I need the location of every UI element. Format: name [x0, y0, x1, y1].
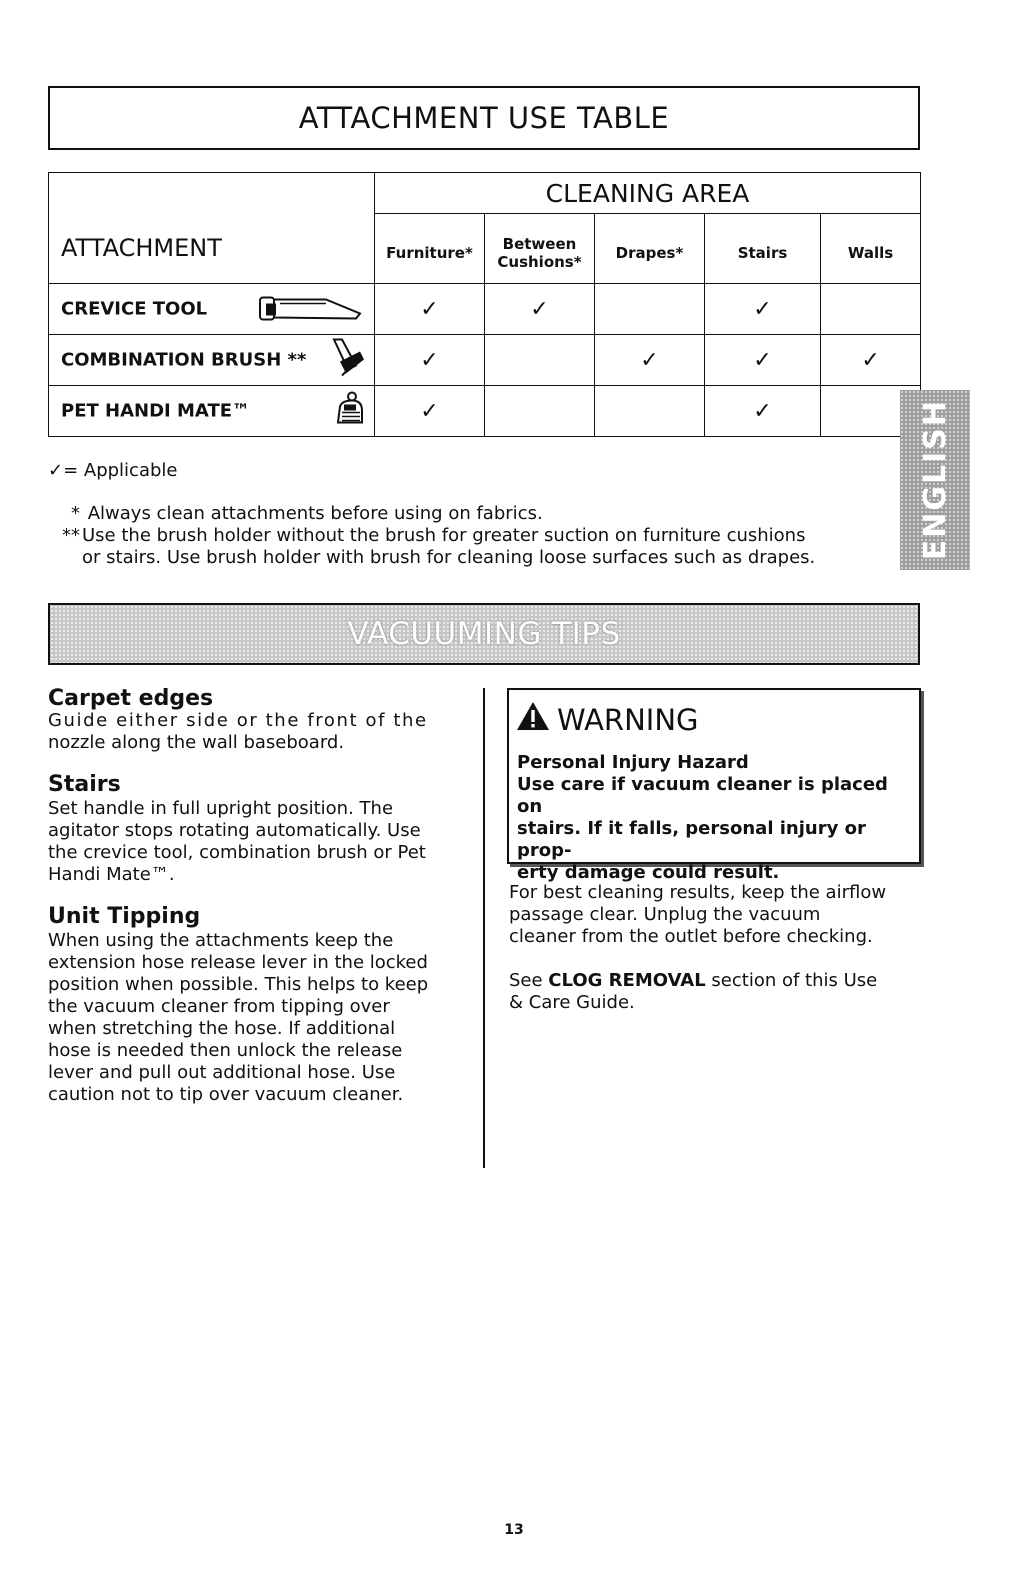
note-single-asterisk: * Always clean attachments before using on fabrics. — [71, 503, 543, 524]
row-label-combination-brush: COMBINATION BRUSH ** — [61, 349, 307, 371]
stairs-heading: Stairs — [48, 772, 121, 797]
clog-removal-paragraph: See CLOG REMOVAL section of this Use & Care Guide. — [509, 970, 878, 1013]
vacuuming-tips-title: VACUUMING TIPS — [347, 616, 621, 652]
empty-cell — [595, 284, 705, 335]
unit-tipping-text: When using the attachments keep the extension hose release lever in the locked position when possible. This helps to keep the vacuum cleaner from tipping over when stretching the hose. If additional hose is needed then unlock the release lever and pull out additional hose. Use caution not to tip over vacuum cleaner. — [48, 930, 429, 1105]
warning-triangle-icon — [515, 700, 551, 739]
pet-handi-mate-icon — [332, 391, 366, 432]
warning-title-row — [515, 700, 699, 739]
stairs-text: Set handle in full upright position. The agitator stops rotating automatically. Use the crevice tool, combination brush or Pet Handi Mate™. — [48, 798, 426, 885]
empty-cell — [485, 386, 595, 437]
column-divider — [483, 688, 485, 1168]
carpet-edges-text: Guide either side or the front of the nozzle along the wall baseboard. — [48, 710, 428, 753]
check-pet-stairs: ✓ — [705, 386, 821, 437]
warning-text: Use care if vacuum cleaner is placed on stairs. If it falls, personal injury or prop- erty damage could result. — [517, 774, 888, 883]
column-header-furniture: Furniture* — [375, 214, 485, 284]
vacuuming-tips-banner — [48, 603, 920, 665]
warning-title: WARNING — [557, 702, 699, 737]
carpet-edges-heading: Carpet edges — [48, 686, 214, 711]
check-brush-stairs: ✓ — [705, 335, 821, 386]
airflow-paragraph: For best cleaning results, keep the airflow passage clear. Unplug the vacuum cleaner from the outlet before checking. — [509, 882, 887, 947]
column-header-between-cushions: Between Cushions* — [485, 214, 595, 284]
column-header-walls: Walls — [821, 214, 921, 284]
attachment-use-table — [48, 172, 921, 437]
column-header-drapes: Drapes* — [595, 214, 705, 284]
warning-box — [507, 688, 921, 883]
warning-subtitle: Personal Injury Hazard — [517, 752, 749, 773]
language-label: ENGLISH — [917, 399, 953, 561]
attachment-table-title: ATTACHMENT USE TABLE — [298, 101, 670, 135]
empty-cell — [485, 335, 595, 386]
cleaning-area-header: CLEANING AREA — [375, 173, 921, 214]
row-label-pet-handi-mate: PET HANDI MATE™ — [61, 400, 251, 422]
check-pet-furniture: ✓ — [375, 386, 485, 437]
table-row-combination-brush — [49, 335, 921, 386]
row-label-cell — [49, 335, 375, 386]
row-label-crevice-tool: CREVICE TOOL — [61, 298, 208, 320]
empty-cell — [821, 284, 921, 335]
combination-brush-icon — [326, 336, 366, 385]
crevice-tool-icon — [256, 290, 366, 329]
table-row-crevice-tool — [49, 284, 921, 335]
check-crevice-between-cushions: ✓ — [485, 284, 595, 335]
language-side-tab — [900, 390, 970, 570]
column-header-stairs: Stairs — [705, 214, 821, 284]
check-brush-drapes: ✓ — [595, 335, 705, 386]
attachment-table-title-box — [48, 86, 920, 150]
unit-tipping-heading: Unit Tipping — [48, 904, 201, 929]
attachment-header: ATTACHMENT — [49, 214, 375, 284]
check-brush-walls: ✓ — [821, 335, 921, 386]
clog-removal-reference: CLOG REMOVAL — [548, 970, 706, 991]
check-crevice-stairs: ✓ — [705, 284, 821, 335]
applicable-legend: ✓= Applicable — [48, 460, 178, 481]
table-row-pet-handi-mate — [49, 386, 921, 437]
page-number: 13 — [504, 1522, 524, 1538]
row-label-cell — [49, 284, 375, 335]
check-brush-furniture: ✓ — [375, 335, 485, 386]
empty-cell — [595, 386, 705, 437]
row-label-cell — [49, 386, 375, 437]
note-double-asterisk: ** Use the brush holder without the brush for greater suction on furniture cushions or stairs. Use brush holder with brush for cleaning loose surfaces such as drapes. — [62, 525, 816, 568]
table-corner-cell — [49, 173, 375, 214]
check-crevice-furniture: ✓ — [375, 284, 485, 335]
